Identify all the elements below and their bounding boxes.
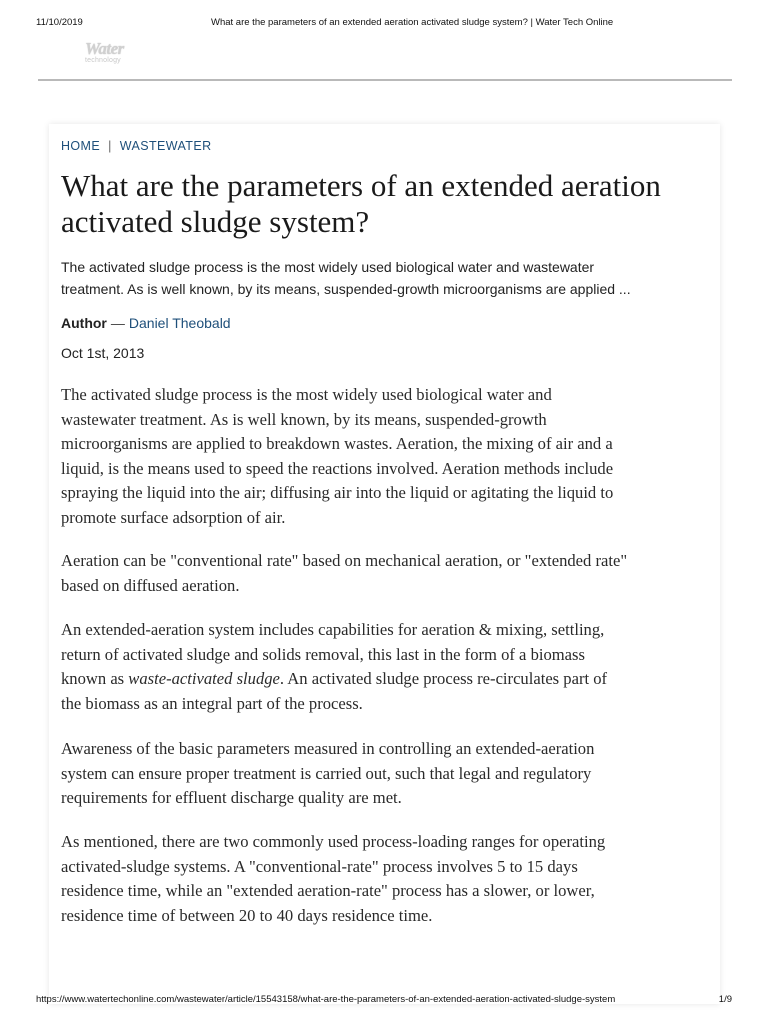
paragraph-line: The activated sludge process is the most widely used biological water and: [61, 385, 552, 404]
paragraph-line: promote surface adsorption of air.: [61, 507, 286, 527]
publish-date: Oct 1st, 2013: [61, 345, 145, 361]
article-paragraph: [61, 618, 721, 716]
author-name-link[interactable]: Daniel Theobald: [128, 315, 231, 331]
print-date: 11/10/2019: [36, 17, 83, 28]
paragraph-line: Aeration can be "conventional rate" based on mechanical aeration, or "extended rate": [61, 551, 628, 570]
paragraph-line: return of activated sludge and solids removal, this last in the form of a biomass: [61, 644, 585, 664]
header-divider: [38, 79, 732, 81]
paragraph-text: . An activated sludge process re-circulates part of: [279, 669, 608, 689]
article-paragraph: [61, 549, 721, 598]
paragraph-line: [61, 667, 721, 692]
author-byline: [61, 315, 231, 331]
site-logo[interactable]: [85, 40, 145, 70]
summary-line: The activated sludge process is the most widely used biological water and wastewater: [61, 259, 595, 275]
paragraph-line: Awareness of the basic parameters measured in controlling an extended-aeration: [61, 739, 595, 758]
summary-line: treatment. As is well known, by its means, suspended-growth microorganisms are applied ...: [61, 281, 631, 297]
breadcrumb-separator: |: [108, 139, 112, 153]
paragraph-line: the biomass as an integral part of the process.: [61, 693, 363, 713]
paragraph-line: liquid, is the means used to speed the reactions involved. Aeration methods include: [61, 458, 614, 478]
paragraph-line: based on diffused aeration.: [61, 575, 240, 595]
article-title: What are the parameters of an extended aeration activated sludge system?: [61, 168, 661, 239]
paragraph-line: spraying the liquid into the air; diffusing air into the liquid or agitating the liquid to: [61, 483, 614, 503]
article-paragraph: [61, 830, 721, 928]
paragraph-text: known as: [61, 669, 129, 689]
article-card: [49, 124, 720, 1004]
logo-wordmark: Water: [85, 39, 124, 58]
print-footer: [36, 994, 732, 1008]
breadcrumb-section-link[interactable]: WASTEWATER: [119, 139, 212, 153]
article-summary: [61, 256, 711, 300]
paragraph-line: requirements for effluent discharge quality are met.: [61, 788, 402, 808]
paragraph-line: residence time, while an "extended aeration-rate" process has a slower, or lower,: [61, 881, 595, 901]
paragraph-line: residence time of between 20 to 40 days residence time.: [61, 905, 433, 925]
paragraph-line: activated-sludge systems. A "conventional-rate" process involves 5 to 15 days: [61, 856, 578, 876]
author-dash: —: [110, 315, 125, 331]
paragraph-line: As mentioned, there are two commonly used process-loading ranges for operating: [61, 832, 606, 851]
paragraph-line: wastewater treatment. As is well known, by its means, suspended-growth: [61, 409, 547, 429]
emphasized-term: waste-activated sludge: [128, 669, 280, 689]
print-header: [36, 15, 732, 31]
paragraph-line: microorganisms are applied to breakdown wastes. Aeration, the mixing of air and a: [61, 434, 613, 454]
page-number: 1/9: [718, 994, 732, 1005]
print-document-title: What are the parameters of an extended aeration activated sludge system? | Water Tech Online: [211, 17, 614, 28]
print-url: https://www.watertechonline.com/wastewater/article/15543158/what-are-the-parameters-of-an-extended-aeration-activated-sludge-system: [36, 994, 616, 1005]
author-label: Author: [61, 315, 107, 331]
logo-tagline: technology: [85, 57, 121, 64]
article-paragraph: [61, 383, 721, 531]
breadcrumb-home-link[interactable]: HOME: [61, 139, 101, 153]
article-paragraph: [61, 737, 721, 811]
paragraph-line: An extended-aeration system includes capabilities for aeration & mixing, settling,: [61, 620, 605, 639]
paragraph-line: system can ensure proper treatment is carried out, such that legal and regulatory: [61, 763, 592, 783]
breadcrumb: [61, 139, 212, 153]
